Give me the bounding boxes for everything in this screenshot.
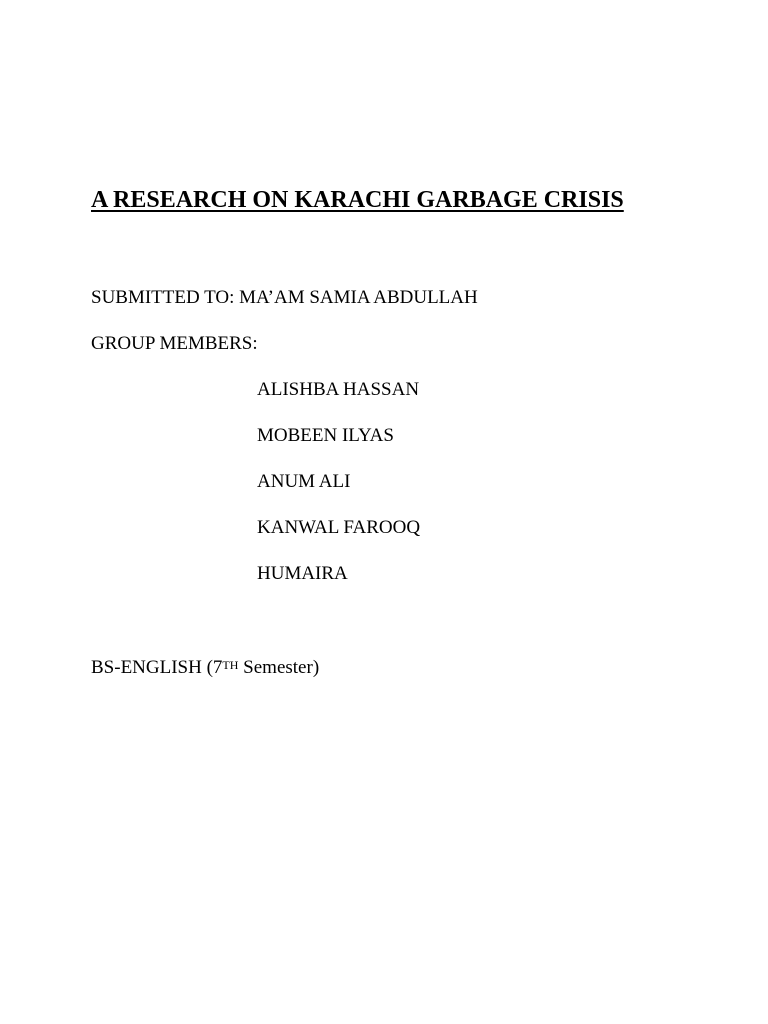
program-line [91,656,319,680]
group-member-name: KANWAL FAROOQ [257,517,421,538]
program-superscript: TH [222,658,239,672]
program-prefix: BS-ENGLISH (7 [91,657,223,678]
group-member-name: ALISHBA HASSAN [257,379,420,400]
submitted-to-line: SUBMITTED TO: MA’AM SAMIA ABDULLAH [91,287,478,308]
group-members-list [257,378,420,608]
group-members-label: GROUP MEMBERS: [91,333,258,354]
group-member-name: MOBEEN ILYAS [257,425,394,446]
group-member-name: ANUM ALI [257,471,351,492]
program-suffix: Semester) [238,657,320,678]
document-title: A RESEARCH ON KARACHI GARBAGE CRISIS [91,187,624,213]
group-member-name: HUMAIRA [257,563,348,584]
